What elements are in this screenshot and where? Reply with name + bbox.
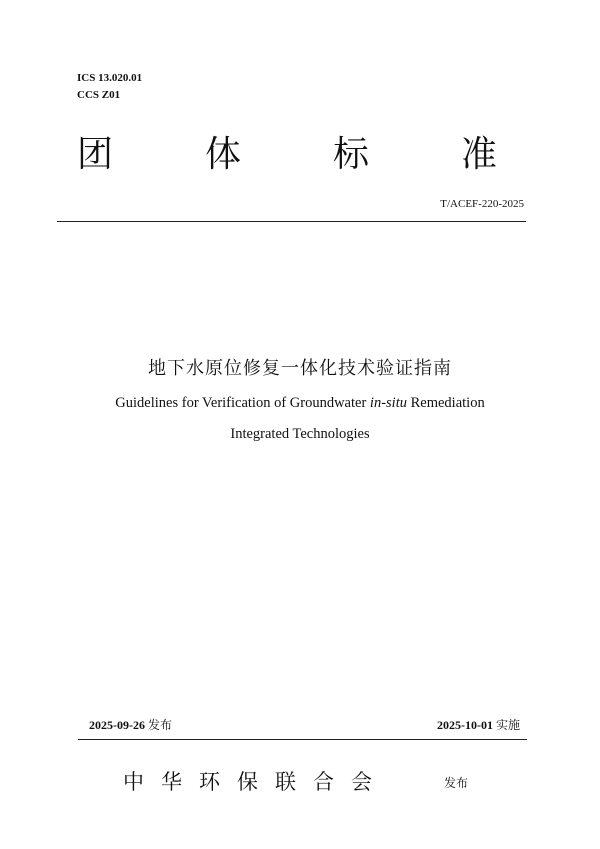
standard-type-char: 标	[332, 134, 369, 175]
standard-type-heading	[77, 133, 497, 177]
standard-type-char: 团	[77, 134, 114, 175]
publish-date: 2025-09-26	[89, 718, 145, 732]
issue-label: 发布	[444, 776, 469, 790]
ics-code: ICS 13.020.01	[77, 72, 143, 84]
english-title-line-1	[0, 393, 600, 413]
implement-date: 2025-10-01	[436, 718, 493, 732]
english-title-line-2: Integrated Technologies	[230, 426, 370, 442]
english-title-part: Remediation	[406, 395, 485, 411]
english-title-italic: in-situ	[369, 395, 407, 411]
implement-label: 实施	[495, 718, 520, 732]
standard-type-char: 准	[460, 134, 497, 175]
standard-type-char: 体	[204, 134, 241, 175]
chinese-title: 地下水原位修复一体化技术验证指南	[148, 358, 452, 379]
bottom-divider	[78, 739, 527, 740]
top-divider	[57, 221, 526, 222]
publish-label: 发布	[148, 718, 173, 732]
ccs-code: CCS Z01	[77, 89, 121, 101]
issuing-organization: 中华环保联合会	[123, 770, 389, 794]
implement-date-block	[437, 717, 520, 733]
english-title-part: Guidelines for Verification of Groundwater	[115, 395, 370, 411]
publish-date-block	[89, 717, 172, 733]
standard-number: T/ACEF-220-2025	[440, 198, 524, 210]
classification-codes	[77, 70, 142, 104]
